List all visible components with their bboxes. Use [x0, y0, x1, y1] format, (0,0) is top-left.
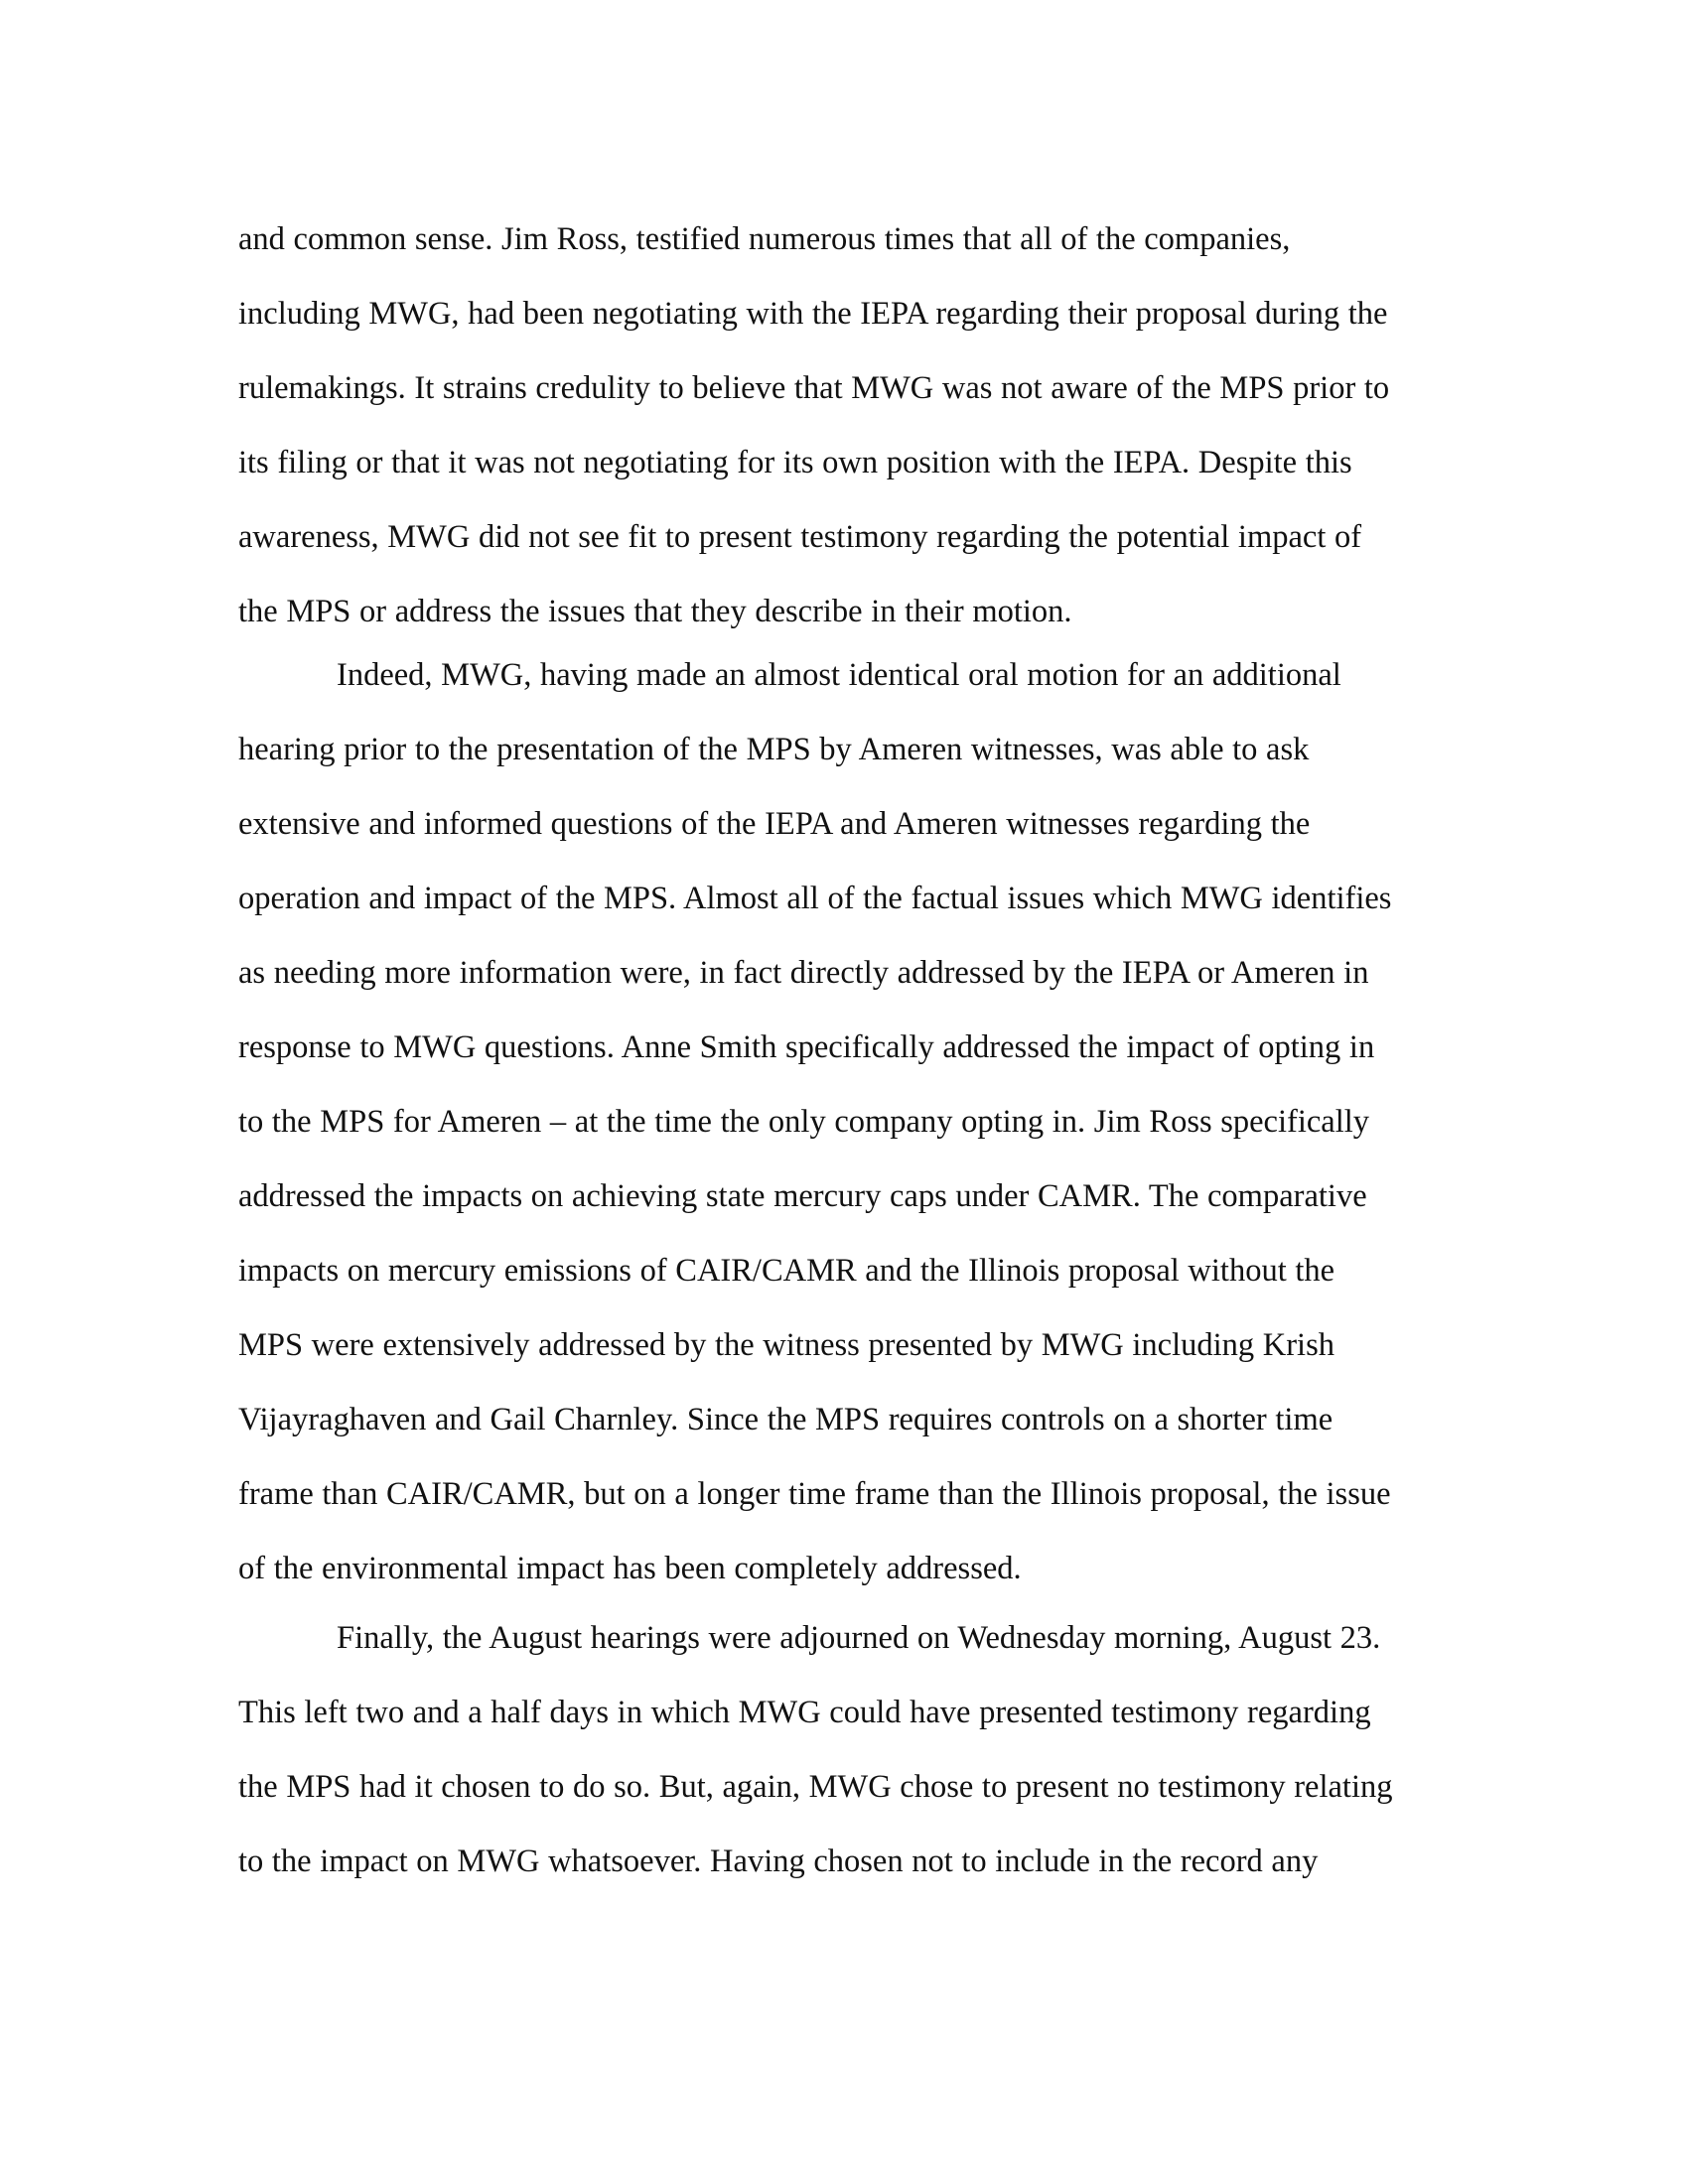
text-line: extensive and informed questions of the IEPA and Ameren witnesses regarding the	[238, 806, 1311, 842]
text-line: impacts on mercury emissions of CAIR/CAMR and the Illinois proposal without the	[238, 1253, 1335, 1289]
text-line: This left two and a half days in which MWG could have presented testimony regarding	[238, 1695, 1371, 1730]
text-line: addressed the impacts on achieving state mercury caps under CAMR. The comparative	[238, 1178, 1367, 1214]
text-line: operation and impact of the MPS. Almost all of the factual issues which MWG identifies	[238, 881, 1392, 916]
text-line: as needing more information were, in fact directly addressed by the IEPA or Ameren in	[238, 955, 1369, 991]
text-line: frame than CAIR/CAMR, but on a longer time frame than the Illinois proposal, the issue	[238, 1476, 1391, 1512]
text-line: Finally, the August hearings were adjourned on Wednesday morning, August 23.	[337, 1620, 1381, 1656]
text-line: including MWG, had been negotiating with the IEPA regarding their proposal during the	[238, 296, 1388, 332]
text-line: the MPS had it chosen to do so. But, again, MWG chose to present no testimony relating	[238, 1769, 1393, 1805]
paragraph-2	[238, 638, 1442, 1606]
text-line: to the MPS for Ameren – at the time the only company opting in. Jim Ross specifically	[238, 1104, 1370, 1140]
text-line: and common sense. Jim Ross, testified numerous times that all of the companies,	[238, 221, 1291, 257]
text-line: hearing prior to the presentation of the MPS by Ameren witnesses, was able to ask	[238, 732, 1310, 767]
paragraph-3	[238, 1601, 1442, 1899]
text-line: response to MWG questions. Anne Smith specifically addressed the impact of opting in	[238, 1029, 1375, 1065]
text-line: Vijayraghaven and Gail Charnley. Since the MPS requires controls on a shorter time	[238, 1402, 1333, 1437]
text-line: the MPS or address the issues that they describe in their motion.	[238, 594, 1072, 629]
paragraph-1	[238, 203, 1442, 649]
text-line: Indeed, MWG, having made an almost identical oral motion for an additional	[337, 657, 1341, 693]
text-line: rulemakings. It strains credulity to believe that MWG was not aware of the MPS prior to	[238, 370, 1390, 406]
text-line: awareness, MWG did not see fit to present testimony regarding the potential impact of	[238, 519, 1362, 555]
text-line: its filing or that it was not negotiating for its own position with the IEPA. Despite this	[238, 445, 1352, 480]
text-line: to the impact on MWG whatsoever. Having chosen not to include in the record any	[238, 1843, 1319, 1879]
text-line: of the environmental impact has been completely addressed.	[238, 1551, 1022, 1586]
text-line: MPS were extensively addressed by the witness presented by MWG including Krish	[238, 1327, 1334, 1363]
